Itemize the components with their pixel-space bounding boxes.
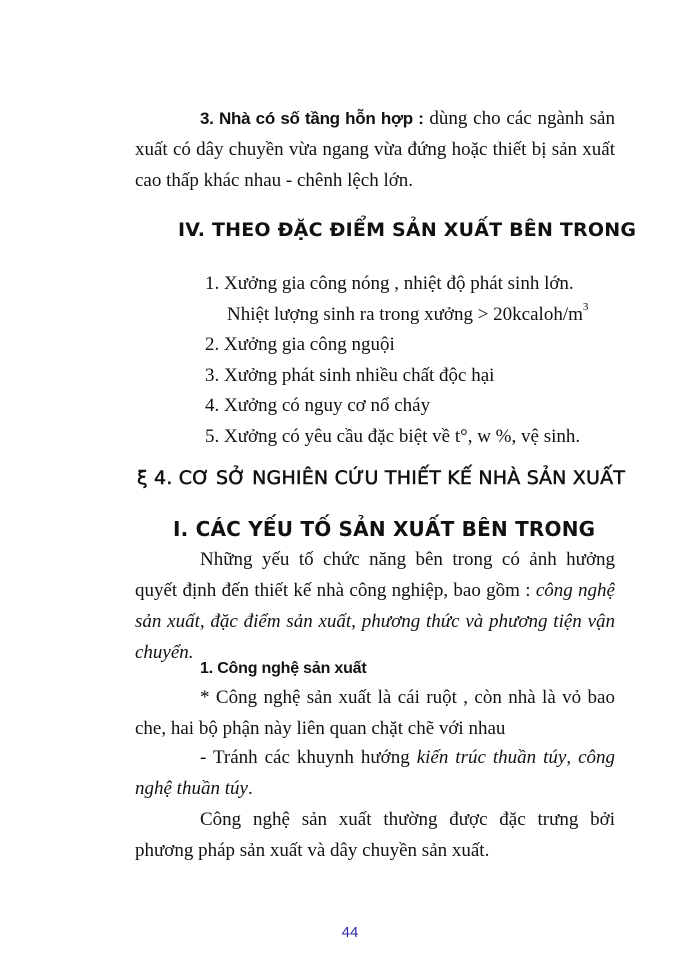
list-item: 1. Xưởng gia công nóng , nhiệt độ phát sinh lớn. <box>205 273 574 294</box>
paragraph-dash: - Tránh các khuynh hướng kiến trúc thuần túy, công nghệ thuần túy. <box>135 747 616 799</box>
paragraph-last: Công nghệ sản xuất thường được đặc trưng bởi phương pháp sản xuất và dây chuyền sản xuất. <box>135 809 615 861</box>
page-number: 44 <box>341 924 359 941</box>
heading-i: I. CÁC YẾU TỐ SẢN XUẤT BÊN TRONG <box>173 517 596 541</box>
list-item: 2. Xưởng gia công nguội <box>205 334 395 355</box>
section-3-title: 3. Nhà có số tầng hỗn hợp : <box>200 109 424 128</box>
list-item: 4. Xưởng có nguy cơ nổ cháy <box>205 395 431 416</box>
list-item: 5. Xưởng có yêu cầu đặc biệt về t°, w %, vệ sinh. <box>205 425 581 447</box>
list-item: 3. Xưởng phát sinh nhiều chất độc hại <box>205 364 495 386</box>
heading-iv: IV. THEO ĐẶC ĐIỂM SẢN XUẤT BÊN TRONG <box>178 219 637 241</box>
intro-paragraph: Những yếu tố chức năng bên trong có ảnh hưởng quyết định đến thiết kế nhà công nghiệp, bao gồm : công nghệ sản xuất, đặc điểm sản xuất, phương thức và phương tiện vận chuyển. <box>135 549 615 663</box>
subheading-cong-nghe: 1. Công nghệ sản xuất <box>200 660 367 677</box>
paragraph-star: * Công nghệ sản xuất là cái ruột , còn nhà là vỏ bao che, hai bộ phận này liên quan chặt chẽ với nhau <box>135 687 615 739</box>
section-3-paragraph <box>135 103 615 196</box>
heading-section-4: ξ 4. CƠ SỞ NGHIÊN CỨU THIẾT KẾ NHÀ SẢN XUẤT <box>137 467 626 489</box>
list-item-continuation: Nhiệt lượng sinh ra trong xưởng > $20kcaloh/m^3$ <box>227 301 589 325</box>
section-3-text: dùng cho các ngành sản xuất có dây chuyền vừa ngang vừa đứng hoặc thiết bị sản xuất cao thấp khác nhau - chênh lệch lớn. <box>135 108 615 191</box>
list-iv <box>205 269 625 452</box>
